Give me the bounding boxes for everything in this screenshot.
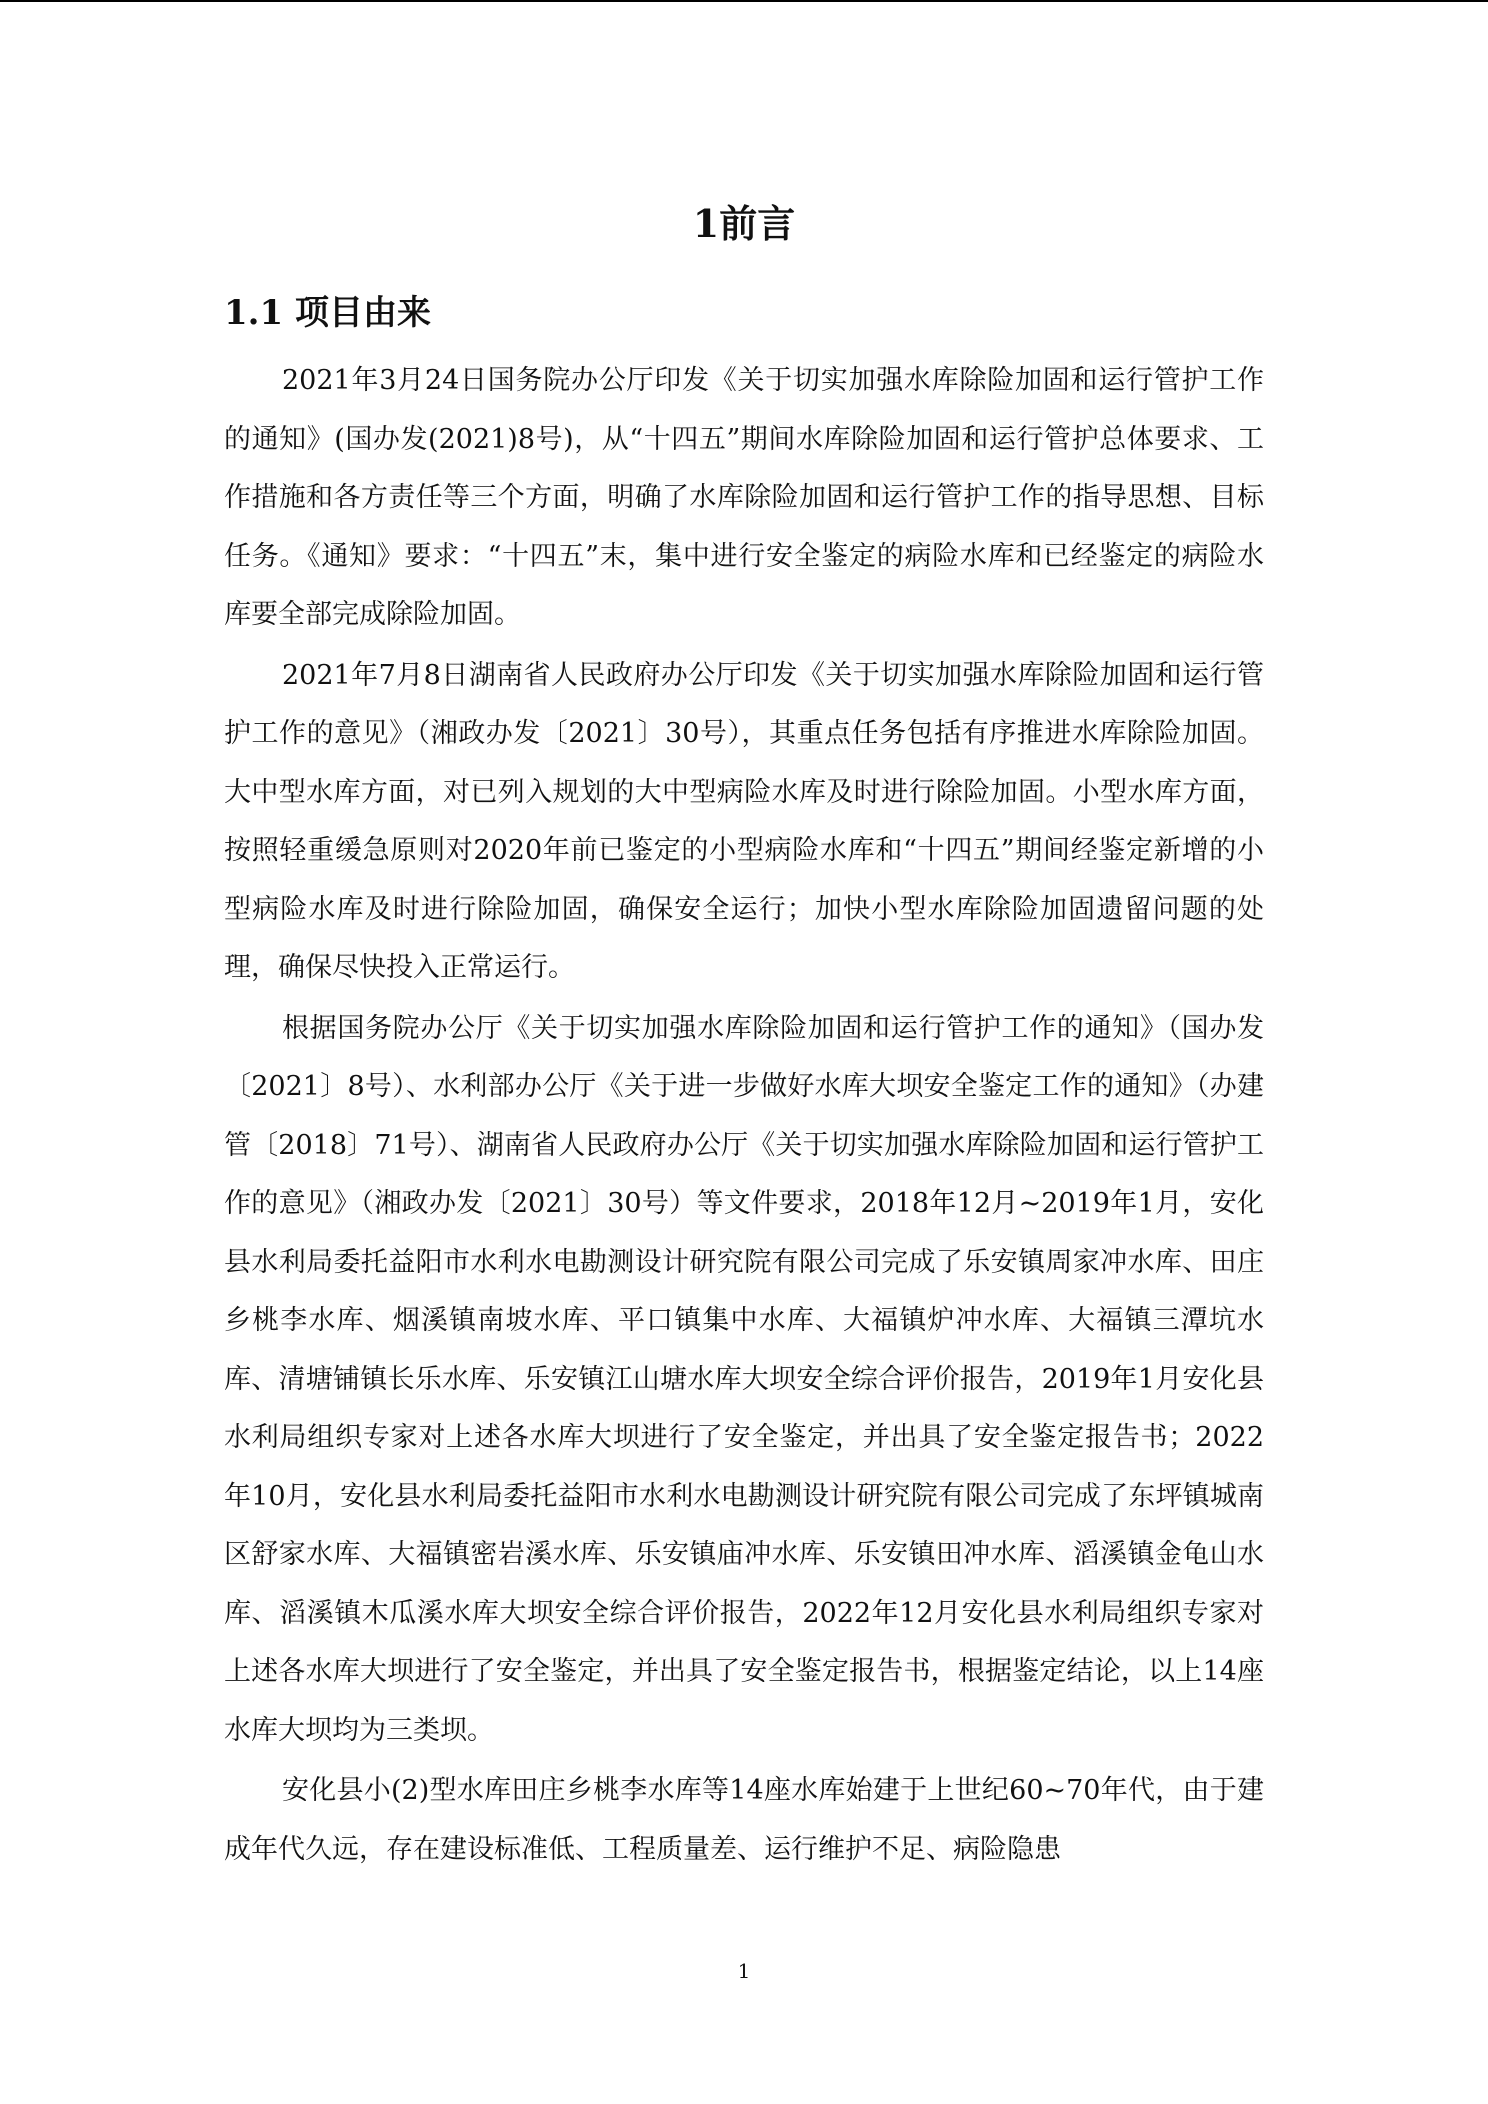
paragraph-2: 2021年7月8日湖南省人民政府办公厅印发《关于切实加强水库除险加固和运行管护工作的意见》（湘政办发〔2021〕30号），其重点任务包括有序推进水库除险加固。大中型水库方面，对已列入规划的大中型病险水库及时进行除险加固。小型水库方面，按照轻重缓急原则对2020年前已鉴定的小型病险水库和“十四五”期间经鉴定新增的小型病险水库及时进行除险加固，确保安全运行；加快小型水库除险加固遗留问题的处理，确保尽快投入正常运行。 <box>224 659 1264 983</box>
page-number: 1 <box>737 1959 751 1983</box>
section-title: 1.1 项目由来 <box>224 293 431 333</box>
paragraph-3: 根据国务院办公厅《关于切实加强水库除险加固和运行管护工作的通知》（国办发〔2021〕8号）、水利部办公厅《关于进一步做好水库大坝安全鉴定工作的通知》（办建管〔2018〕71号）、湖南省人民政府办公厅《关于切实加强水库除险加固和运行管护工作的意见》（湘政办发〔2021〕30号）等文件要求，2018年12月~2019年1月，安化县水利局委托益阳市水利水电勘测设计研究院有限公司完成了乐安镇周家冲水库、田庄乡桃李水库、烟溪镇南坡水库、平口镇集中水库、大福镇炉冲水库、大福镇三潭坑水库、清塘铺镇长乐水库、乐安镇江山塘水库大坝安全综合评价报告，2019年1月安化县水利局组织专家对上述各水库大坝进行了安全鉴定，并出具了安全鉴定报告书；2022年10月，安化县水利局委托益阳市水利水电勘测设计研究院有限公司完成了东坪镇城南区舒家水库、大福镇密岩溪水库、乐安镇庙冲水库、乐安镇田冲水库、滔溪镇金龟山水库、滔溪镇木瓜溪水库大坝安全综合评价报告，2022年12月安化县水利局组织专家对上述各水库大坝进行了安全鉴定，并出具了安全鉴定报告书，根据鉴定结论，以上14座水库大坝均为三类坝。 <box>224 1012 1264 1746</box>
chapter-title: 1前言 <box>692 201 796 246</box>
paragraph-4: 安化县小(2)型水库田庄乡桃李水库等14座水库始建于上世纪60~70年代，由于建成年代久远，存在建设标准低、工程质量差、运行维护不足、病险隐患 <box>224 1775 1264 1865</box>
paragraph-1: 2021年3月24日国务院办公厅印发《关于切实加强水库除险加固和运行管护工作的通知》(国办发(2021)8号)，从“十四五”期间水库除险加固和运行管护总体要求、工作措施和各方责任等三个方面，明确了水库除险加固和运行管护工作的指导思想、目标任务。《通知》要求：“十四五”末，集中进行安全鉴定的病险水库和已经鉴定的病险水库要全部完成除险加固。 <box>224 365 1264 630</box>
body-text <box>224 352 1264 1881</box>
